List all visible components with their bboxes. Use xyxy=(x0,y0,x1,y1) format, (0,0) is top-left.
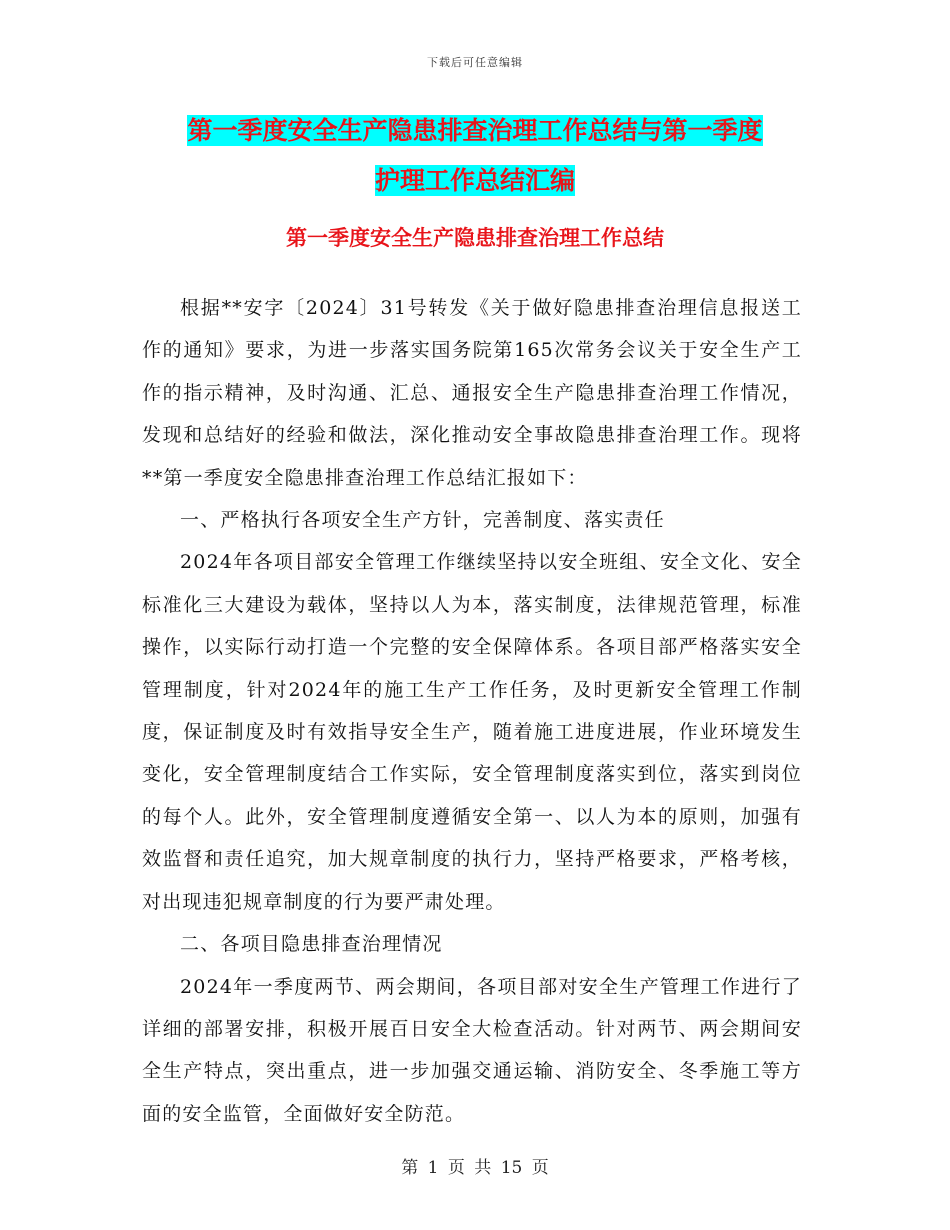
page-number-footer: 第 1 页 共 15 页 xyxy=(401,1158,549,1178)
paragraph-management: 2024年各项目部安全管理工作继续坚持以安全班组、安全文化、安全标准化三大建设为载体，坚持以人为本，落实制度，法律规范管理，标准操作，以实际行动打造一个完整的安全保障体系。各项目部严格落实安全管理制度，针对2024年的施工生产工作任务，及时更新安全管理工作制度，保证制度及时有效指导安全生产，随着施工进度进展，作业环境发生变化，安全管理制度结合工作实际，安全管理制度落实到位，落实到岗位的每个人。此外，安全管理制度遵循安全第一、以人为本的原则，加强有效监督和责任追究，加大规章制度的执行力，坚持严格要求，严格考核，对出现违犯规章制度的行为要严肃处理。 xyxy=(142,551,802,913)
heading-two: 二、各项目隐患排查治理情况 xyxy=(180,933,443,956)
heading-one: 一、严格执行各项安全生产方针，完善制度、落实责任 xyxy=(180,509,665,532)
document-body xyxy=(142,287,802,1135)
paragraph-inspection: 2024年一季度两节、两会期间，各项目部对安全生产管理工作进行了详细的部署安排，积极开展百日安全大检查活动。针对两节、两会期间安全生产特点，突出重点，进一步加强交通运输、消防安全、冬季施工等方面的安全监管，全面做好安全防范。 xyxy=(142,975,802,1125)
section-title: 第一季度安全生产隐患排查治理工作总结 xyxy=(286,226,664,250)
title-line-2: 护理工作总结汇编 xyxy=(374,166,575,195)
document-main-title xyxy=(140,106,810,206)
page-header-note: 下载后可任意编辑 xyxy=(427,56,523,69)
title-line-1: 第一季度安全生产隐患排查治理工作总结与第一季度 xyxy=(187,116,763,145)
paragraph-intro: 根据**安字〔2024〕31号转发《关于做好隐患排查治理信息报送工作的通知》要求，为进一步落实国务院第165次常务会议关于安全生产工作的指示精神，及时沟通、汇总、通报安全生产隐患排查治理工作情况，发现和总结好的经验和做法，深化推动安全事故隐患排查治理工作。现将**第一季度安全隐患排查治理工作总结汇报如下： xyxy=(142,297,802,489)
